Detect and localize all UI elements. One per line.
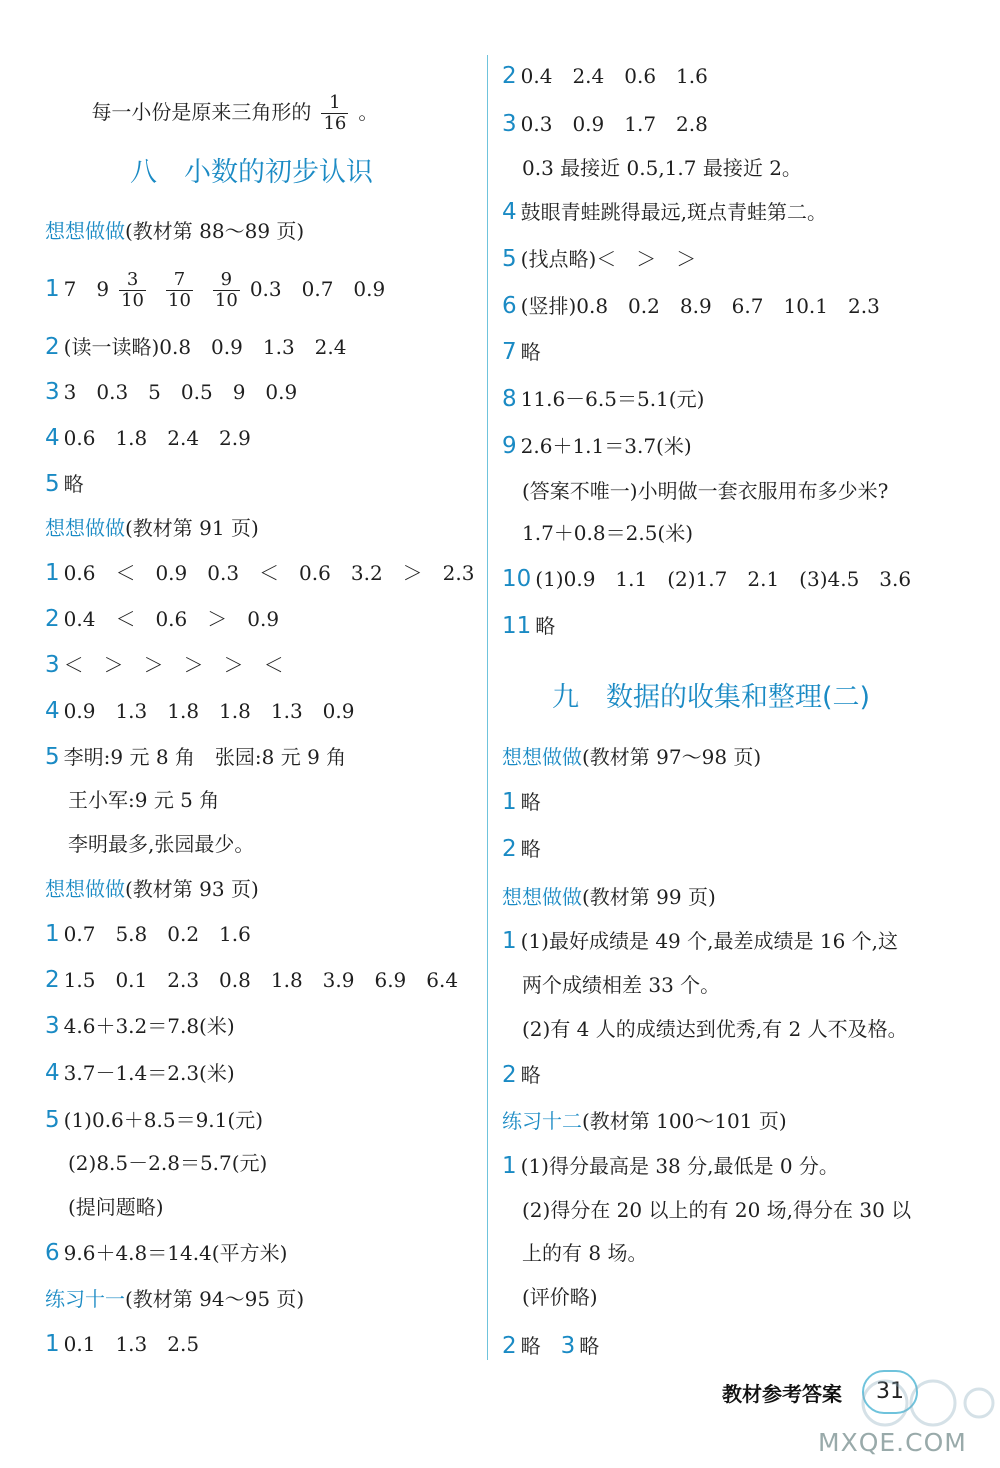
answer-continuation — [68, 830, 254, 858]
answer-text: 鼓眼青蛙跳得最远,斑点青蛙第二。 — [520, 200, 827, 224]
answer-continuation — [522, 1196, 911, 1224]
answer-continuation — [522, 1239, 647, 1267]
answer-item — [45, 1330, 199, 1358]
answer-item — [502, 1152, 839, 1180]
answer-text: 略 — [520, 837, 541, 861]
answer-text: 略 — [520, 790, 541, 814]
exercise-heading — [45, 512, 259, 541]
exercise-heading — [45, 215, 304, 244]
fraction-numerator: 7 — [166, 270, 193, 291]
exercise-heading-label: 练习十一 — [45, 1287, 125, 1311]
answer-text: 0.3 最接近 0.5,1.7 最接近 2。 — [522, 156, 802, 180]
answer-item — [45, 966, 458, 994]
answer-item — [502, 292, 880, 320]
answer-item — [45, 1239, 287, 1267]
intro-text: 每一小份是原来三角形的 — [91, 100, 312, 124]
answer-text: (答案不唯一)小明做一套衣服用布多少米? — [522, 479, 889, 503]
exercise-heading-label: 想想做做 — [502, 745, 582, 769]
answer-item — [502, 788, 541, 816]
fraction-numerator: 9 — [213, 270, 240, 291]
answer-text: 0.4 2.4 0.6 1.6 — [520, 64, 708, 88]
item-number: 1 — [45, 1331, 60, 1357]
exercise-heading-pages: (教材第 97～98 页) — [582, 745, 762, 769]
answer-text: 4.6＋3.2＝7.8(米) — [63, 1014, 235, 1038]
item-number: 1 — [502, 789, 517, 815]
answer-text: 略 — [520, 1063, 541, 1087]
answer-item — [502, 110, 708, 138]
answer-text: (评价略) — [522, 1285, 598, 1309]
exercise-heading-label: 想想做做 — [45, 219, 125, 243]
answer-text: (2)得分在 20 以上的有 20 场,得分在 30 以 — [522, 1198, 912, 1222]
item-number: 2 — [502, 836, 517, 862]
page-number: 31 — [862, 1370, 918, 1414]
answer-item — [45, 1059, 235, 1087]
fraction-denominator: 10 — [121, 290, 144, 311]
exercise-heading-pages: (教材第 100～101 页) — [582, 1109, 787, 1133]
item-number: 3 — [45, 379, 60, 405]
answer-item — [502, 927, 898, 955]
answer-continuation — [522, 971, 720, 999]
item-number: 2 — [45, 334, 60, 360]
watermark-text: MXQE.COM — [818, 1428, 967, 1457]
item-number: 3 — [502, 111, 517, 137]
answer-item — [45, 605, 279, 633]
answer-text: 0.6 ＜ 0.9 0.3 ＜ 0.6 3.2 ＞ 2.3 — [63, 561, 475, 585]
answer-text: (找点略)＜ ＞ ＞ — [520, 247, 697, 271]
answer-fraction — [119, 270, 146, 311]
section-8-title: 八 小数的初步认识 — [130, 157, 373, 188]
item-number: 3 — [560, 1333, 576, 1359]
exercise-heading — [502, 881, 716, 910]
answer-continuation — [522, 477, 888, 505]
spacer — [541, 1334, 561, 1358]
intro-line — [66, 65, 378, 162]
answer-text: 11.6－6.5＝5.1(元) — [520, 387, 705, 411]
answer-text: 0.7 5.8 0.2 1.6 — [63, 922, 251, 946]
answer-continuation — [68, 786, 219, 814]
item-number: 9 — [502, 433, 517, 459]
answer-continuation — [68, 1149, 267, 1177]
answer-item — [502, 62, 708, 90]
item-number: 10 — [502, 566, 532, 592]
item-number: 2 — [502, 1062, 517, 1088]
item-number: 3 — [45, 1013, 60, 1039]
answer-text: 略 — [520, 1334, 541, 1358]
exercise-heading-label: 想想做做 — [45, 877, 125, 901]
answer-text: 略 — [63, 472, 84, 496]
answer-item — [45, 743, 346, 771]
exercise-heading — [502, 741, 761, 770]
answer-text: 上的有 8 场。 — [522, 1241, 648, 1265]
answer-text: 略 — [520, 340, 541, 364]
answer-text: 0.1 1.3 2.5 — [63, 1332, 200, 1356]
exercise-heading-label: 想想做做 — [45, 516, 125, 540]
answer-item — [502, 1061, 541, 1089]
answer-text: 两个成绩相差 33 个。 — [522, 973, 721, 997]
fraction-numerator: 3 — [119, 270, 146, 291]
answer-continuation — [522, 1283, 598, 1311]
answer-text: 7 9 — [63, 277, 110, 301]
answer-item — [502, 385, 704, 413]
exercise-heading-pages: (教材第 93 页) — [125, 877, 259, 901]
answer-item — [45, 651, 284, 679]
item-number: 1 — [502, 928, 517, 954]
answer-item — [45, 920, 251, 948]
answer-text: 1.5 0.1 2.3 0.8 1.8 3.9 6.9 6.4 — [63, 968, 459, 992]
answer-text: 0.9 1.3 1.8 1.8 1.3 0.9 — [63, 699, 355, 723]
section-9-title: 九 数据的收集和整理(二) — [552, 682, 871, 713]
answer-text: 9.6＋4.8＝14.4(平方米) — [63, 1241, 288, 1265]
exercise-heading — [502, 1105, 787, 1134]
item-number: 1 — [45, 276, 60, 302]
answer-text: (1)0.6＋8.5＝9.1(元) — [63, 1108, 263, 1132]
item-number: 5 — [45, 1107, 60, 1133]
exercise-heading-pages: (教材第 99 页) — [582, 885, 716, 909]
item-number: 7 — [502, 339, 517, 365]
answer-text: 0.4 ＜ 0.6 ＞ 0.9 — [63, 607, 280, 631]
intro-fraction — [321, 93, 348, 134]
answer-text: 王小军:9 元 5 角 — [68, 788, 220, 812]
answer-text: 0.3 0.9 1.7 2.8 — [520, 112, 708, 136]
item-number: 1 — [502, 1153, 517, 1179]
answer-item — [502, 338, 541, 366]
answer-fraction — [166, 270, 193, 311]
answer-text: (1)0.9 1.1 (2)1.7 2.1 (3)4.5 3.6 — [535, 567, 912, 591]
answer-item — [502, 198, 827, 226]
item-number: 8 — [502, 386, 517, 412]
item-number: 6 — [502, 293, 517, 319]
answer-text: 1.7＋0.8＝2.5(米) — [522, 521, 694, 545]
answer-item — [502, 432, 692, 460]
answer-item — [502, 612, 555, 640]
answer-text: ＜ ＞ ＞ ＞ ＞ ＜ — [63, 653, 284, 677]
answer-text: 0.3 0.7 0.9 — [249, 277, 386, 301]
answer-item — [502, 1332, 599, 1360]
exercise-heading-label: 练习十二 — [502, 1109, 582, 1133]
answer-text: (1)得分最高是 38 分,最低是 0 分。 — [520, 1154, 839, 1178]
answer-text: 李明:9 元 8 角 张园:8 元 9 角 — [63, 745, 347, 769]
answer-text: (2)8.5－2.8＝5.7(元) — [68, 1151, 268, 1175]
item-number: 11 — [502, 613, 532, 639]
exercise-heading — [45, 873, 259, 902]
fraction-denominator: 10 — [214, 290, 238, 311]
answer-item — [45, 378, 297, 406]
fraction-denominator: 16 — [323, 113, 347, 134]
answer-item — [45, 1012, 235, 1040]
column-divider — [487, 55, 488, 1360]
answer-fraction — [213, 270, 240, 311]
item-number: 5 — [45, 471, 60, 497]
answer-text: (2)有 4 人的成绩达到优秀,有 2 人不及格。 — [522, 1017, 908, 1041]
answer-text: (1)最好成绩是 49 个,最差成绩是 16 个,这 — [520, 929, 899, 953]
item-number: 6 — [45, 1240, 60, 1266]
item-number: 2 — [45, 606, 60, 632]
exercise-heading-label: 想想做做 — [502, 885, 582, 909]
answer-text: 3 0.3 5 0.5 9 0.9 — [63, 380, 298, 404]
answer-continuation — [68, 1193, 164, 1221]
answer-item — [45, 424, 251, 452]
answer-item — [45, 270, 385, 311]
exercise-heading-pages: (教材第 94～95 页) — [125, 1287, 305, 1311]
answer-item — [45, 470, 84, 498]
item-number: 2 — [502, 63, 517, 89]
answer-text: 0.6 1.8 2.4 2.9 — [63, 426, 251, 450]
item-number: 5 — [45, 744, 60, 770]
answer-item — [502, 565, 911, 593]
answer-item — [502, 835, 541, 863]
answer-item — [45, 1106, 263, 1134]
answer-text: (读一读略)0.8 0.9 1.3 2.4 — [63, 335, 347, 359]
answer-text: 2.6＋1.1＝3.7(米) — [520, 434, 692, 458]
item-number: 4 — [502, 199, 517, 225]
item-number: 2 — [45, 967, 60, 993]
item-number: 4 — [45, 425, 60, 451]
answer-text: 李明最多,张园最少。 — [68, 832, 255, 856]
answer-text: 略 — [579, 1334, 600, 1358]
answer-text: 略 — [535, 614, 556, 638]
footer-label: 教材参考答案 — [722, 1382, 842, 1406]
exercise-heading — [45, 1283, 304, 1312]
item-number: 4 — [45, 698, 60, 724]
item-number: 1 — [45, 560, 60, 586]
exercise-heading-pages: (教材第 88～89 页) — [125, 219, 305, 243]
answer-item — [45, 333, 346, 361]
item-number: 5 — [502, 246, 517, 272]
answer-text: 3.7－1.4＝2.3(米) — [63, 1061, 235, 1085]
answer-item — [45, 697, 354, 725]
answer-text: (提问题略) — [68, 1195, 164, 1219]
answer-continuation — [522, 1015, 908, 1043]
answer-continuation — [522, 519, 693, 547]
intro-tail: 。 — [358, 100, 379, 124]
exercise-heading-pages: (教材第 91 页) — [125, 516, 259, 540]
answer-continuation — [522, 154, 802, 182]
item-number: 1 — [45, 921, 60, 947]
item-number: 3 — [45, 652, 60, 678]
answer-item — [45, 559, 474, 587]
item-number: 4 — [45, 1060, 60, 1086]
fraction-numerator: 1 — [321, 93, 348, 114]
fraction-denominator: 10 — [168, 290, 191, 311]
answer-item — [502, 245, 696, 273]
item-number: 2 — [502, 1333, 517, 1359]
answer-text: (竖排)0.8 0.2 8.9 6.7 10.1 2.3 — [520, 294, 880, 318]
